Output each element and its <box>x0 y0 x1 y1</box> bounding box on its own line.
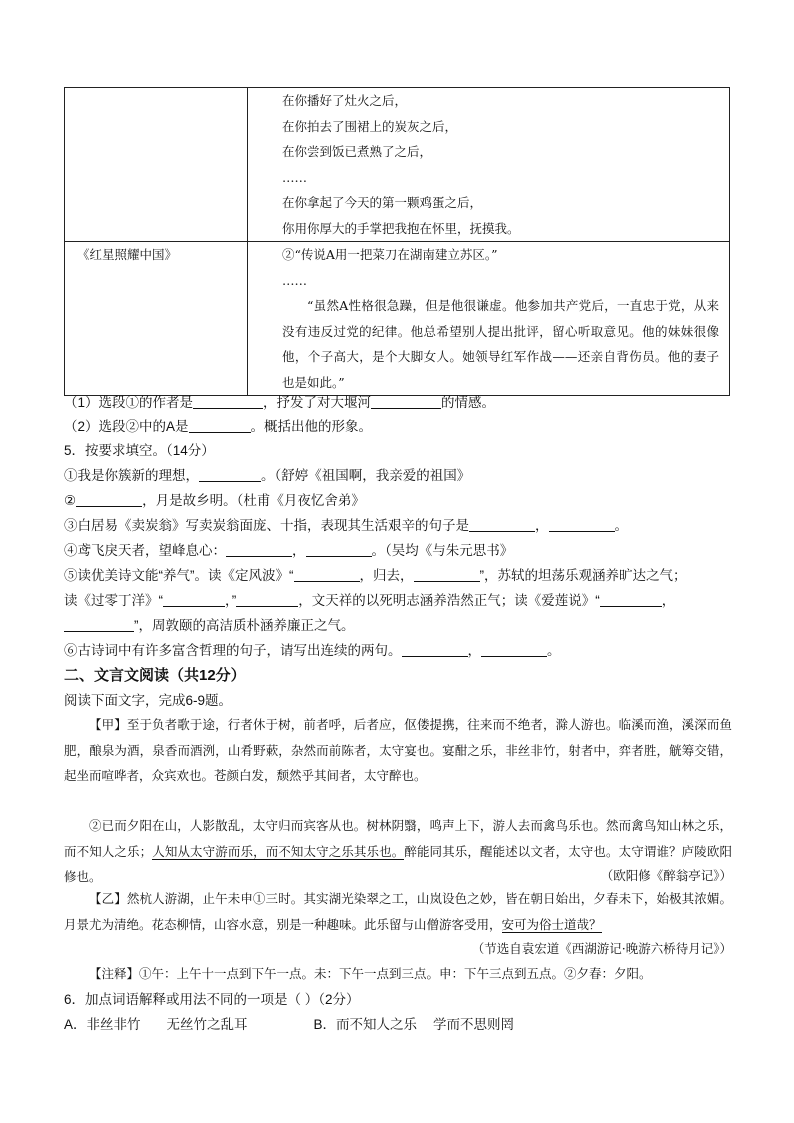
reading-table <box>64 87 730 396</box>
poem-line: …… <box>282 169 307 185</box>
text: ， <box>467 643 481 658</box>
question-6-title: 6．加点词语解释或用法不同的一项是（ ）（2分） <box>64 992 360 1007</box>
option-a[interactable]: A．非丝非竹 <box>64 1017 141 1032</box>
table-cell-content <box>248 242 730 396</box>
question-4-1 <box>64 393 734 413</box>
answer-blank[interactable] <box>600 592 662 607</box>
source-citation: （欧阳修《醉翁亭记》） <box>600 868 732 883</box>
question-5-title: 5．按要求填空。（14分） <box>64 443 215 458</box>
answer-blank[interactable] <box>481 642 547 657</box>
text: 。（舒婷《祖国啊，我亲爱的祖国》 <box>261 468 471 483</box>
poem-line: 你用你厚大的手掌把我抱在怀里，抚摸我。 <box>282 220 520 236</box>
poem-line: 在你拍去了围裙上的炭灰之后， <box>282 118 458 134</box>
answer-blank[interactable] <box>193 394 263 409</box>
text: ④鸢飞戾天者，望峰息心： <box>64 543 226 558</box>
text: ， <box>661 593 676 608</box>
answer-blank[interactable] <box>549 517 615 532</box>
text: ② <box>64 493 77 508</box>
question-5-line <box>64 641 734 661</box>
option-b[interactable]: B．而不知人之乐 <box>313 1017 418 1032</box>
answer-blank[interactable] <box>469 517 535 532</box>
section-intro: 阅读下面文字，完成6-9题。 <box>64 693 233 708</box>
answer-blank[interactable] <box>294 567 360 582</box>
answer-blank[interactable] <box>306 542 372 557</box>
table-row <box>65 88 730 242</box>
text: （1）选段①的作者是 <box>64 395 194 410</box>
passage-jia: 【甲】至于负者歌于途，行者休于树，前者呼，后者应，伛偻提携，往来而不绝者，滁人游也。临溪而渔，溪深而鱼肥，酿泉为酒，泉香而酒洌，山肴野蔌，杂然而前陈者，太守宴也。宴酣之乐，非丝非竹，射者中，弈者胜，觥筹交错，起坐而喧哗者，众宾欢也。苍颜白发，颓然乎其间者，太守醉也。 <box>64 717 732 783</box>
text: ， <box>292 543 306 558</box>
text: ”，周敦颐的高洁质朴涵养廉正之气。 <box>134 618 355 633</box>
answer-blank[interactable] <box>402 642 468 657</box>
poem-line: 在你拿起了今天的第一颗鸡蛋之后， <box>282 195 483 210</box>
section-title: 二、文言文阅读（共12分） <box>64 667 246 684</box>
text: 醉能同其乐，醒能述以文者，太守也。太守谓谁？庐陵欧阳修也。 <box>64 843 732 884</box>
answer-blank[interactable] <box>163 592 225 607</box>
text: 。 <box>614 518 628 533</box>
answer-blank[interactable] <box>199 467 261 482</box>
text: ，文天祥的以死明志涵养浩然正气；读《爱莲说》“ <box>298 593 600 608</box>
text: （2）选段②中的A是 <box>64 419 189 434</box>
text: ①我是你簇新的理想， <box>64 468 199 483</box>
quote-line: …… <box>282 272 307 288</box>
quote-paragraph: “虽然A性格很急躁，但是他很谦虚。他参加共产党后，一直忠于党，从来没有违反过党的纪律。他总希望别人提出批评，留心听取意见。他的妹妹很像他，个子高大，是个大脚女人。她领导红军作战——还亲自背伤员。他的妻子也是如此。” <box>282 298 719 390</box>
question-4-2 <box>64 417 734 437</box>
text: 。 <box>547 643 561 658</box>
text: 读《过零丁洋》“ <box>64 593 163 608</box>
option-a-pair: 无丝竹之乱耳 <box>166 1017 248 1032</box>
poem-line: 在你播好了灶火之后， <box>282 93 408 108</box>
text: ，归去， <box>359 568 414 583</box>
text: ，月是故乡明。（杜甫《月夜忆舍弟》 <box>142 493 365 508</box>
annotation: 【注释】①午：上午十一点到下午一点。未：下午一点到三点。申：下午三点到五点。②夕春：夕阳。 <box>89 966 652 981</box>
text: ③白居易《卖炭翁》写卖炭翁面庞、十指，表现其生活艰辛的句子是 <box>64 518 469 533</box>
text: 。（吴均《与朱元思书》 <box>371 543 514 558</box>
underlined-sentence: 人知从太守游而乐，而不知太守之乐其乐也。 <box>152 843 405 859</box>
answer-blank[interactable] <box>189 418 251 433</box>
question-5-line <box>64 541 734 561</box>
question-5-line <box>64 491 734 511</box>
question-5-line <box>64 566 734 586</box>
answer-blank[interactable] <box>236 592 298 607</box>
source-citation: （节选自袁宏道《西湖游记·晚游六桥待月记》） <box>471 941 732 956</box>
table-row <box>65 242 730 396</box>
quote-line: ②“传说A用一把菜刀在湖南建立苏区。” <box>282 247 498 262</box>
question-5-line <box>64 466 734 486</box>
text: ⑥古诗词中有许多富含哲理的句子，请写出连续的两句。 <box>64 643 402 658</box>
text: ， <box>535 518 549 533</box>
table-cell-content <box>248 88 730 242</box>
text: 【乙】然杭人游湖，止午未申①三时。其实湖光染翠之工，山岚设色之妙，皆在朝日始出，夕春未下，始极其浓媚。月景尤为清绝。花态柳情，山容水意，别是一种趣味。此乐留与山僧游客受用， <box>64 891 732 932</box>
text: 的情感。 <box>441 395 496 410</box>
poem-line: 在你尝到饭已煮熟了之后， <box>282 144 433 159</box>
text: ②已而夕阳在山，人影散乱，太守归而宾客从也。树林阴翳，鸣声上下，游人去而禽鸟乐也。然而禽鸟知山林之乐，而不知人之乐； <box>64 818 732 859</box>
answer-blank[interactable] <box>414 567 480 582</box>
text: ⑤读优美诗文能“养气”。读《定风波》“ <box>64 568 294 583</box>
answer-blank[interactable] <box>76 492 142 507</box>
table-cell-title: 《红星照耀中国》 <box>65 242 248 396</box>
option-b-pair: 学而不思则罔 <box>433 1017 515 1032</box>
answer-blank[interactable] <box>64 617 134 632</box>
question-5-line <box>64 616 734 636</box>
answer-blank[interactable] <box>371 394 441 409</box>
text: ，” <box>225 593 237 608</box>
answer-blank[interactable] <box>226 542 292 557</box>
question-5-line <box>64 516 734 536</box>
question-6-options <box>64 1015 734 1035</box>
text: ”，苏轼的坦荡乐观涵养旷达之气； <box>479 568 687 583</box>
text: 。概括出他的形象。 <box>250 419 373 434</box>
passage-yi <box>64 886 732 937</box>
question-5-line <box>64 591 734 611</box>
table-cell-title <box>65 88 248 242</box>
underlined-sentence: 安可为俗士道哉？ <box>501 916 602 932</box>
text: ，抒发了对大堰河 <box>263 395 372 410</box>
